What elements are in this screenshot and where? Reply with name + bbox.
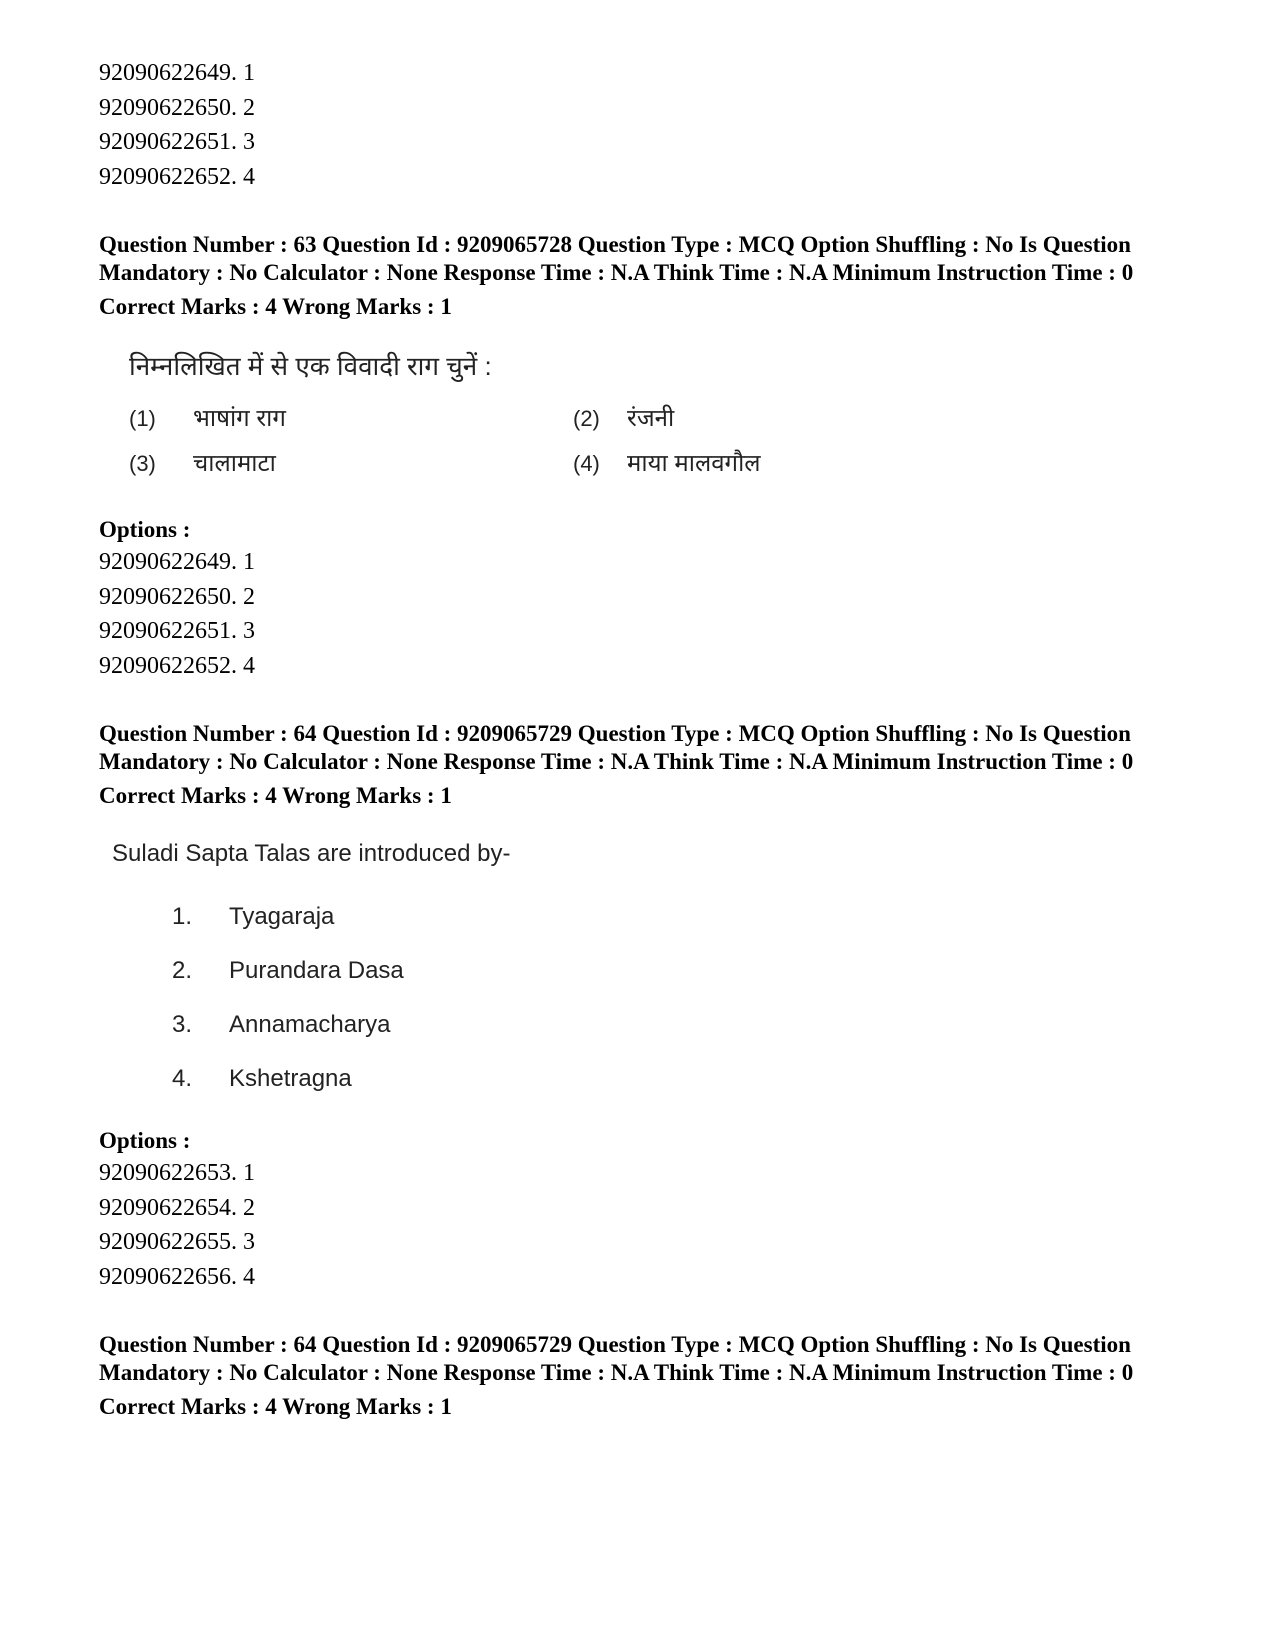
question-stem: Suladi Sapta Talas are introduced by- [112,840,511,867]
choice-number: 2. [172,957,193,984]
previous-question-options [99,56,1179,194]
option-line: 92090622651. 3 [99,129,255,155]
option-line: 92090622656. 4 [99,1263,255,1290]
choice-text: रंजनी [627,405,675,432]
option-line: 92090622655. 3 [99,1229,255,1255]
option-line: 92090622654. 2 [99,1194,255,1221]
choice-list [172,890,1179,1106]
choice-grid [129,401,1179,479]
question-meta: Question Number : 64 Question Id : 9209065729 Question Type : MCQ Option Shuffling : No Is Question Mandatory : No Calculator : None Response Time : N.A Think Time : N.A Minimum Instruction Time : 0 [99,721,1134,774]
choice-text: Kshetragna [229,1065,352,1092]
question-marks: Correct Marks : 4 Wrong Marks : 1 [99,1394,452,1419]
question-stem: निम्नलिखित में से एक विवादी राग चुनें : [129,351,492,381]
choice-text: भाषांग राग [193,405,286,432]
option-line: 92090622652. 4 [99,652,255,679]
choice-item [172,1052,1179,1106]
question-63 [99,231,1179,683]
question-64-repeat [99,1331,1179,1421]
choice-text: माया मालवगौल [627,450,761,477]
option-line: 92090622649. 1 [99,60,255,86]
option-line: 92090622651. 3 [99,618,255,644]
question-body [99,840,1179,1106]
question-meta: Question Number : 63 Question Id : 9209065728 Question Type : MCQ Option Shuffling : No Is Question Mandatory : No Calculator : None Response Time : N.A Think Time : N.A Minimum Instruction Time : 0 [99,232,1134,285]
choice-number: (2) [573,406,600,431]
choice-item [172,944,1179,998]
choice-text: Purandara Dasa [229,957,404,984]
choice-item [172,998,1179,1052]
question-meta: Question Number : 64 Question Id : 9209065729 Question Type : MCQ Option Shuffling : No Is Question Mandatory : No Calculator : None Response Time : N.A Think Time : N.A Minimum Instruction Time : 0 [99,1332,1134,1385]
choice-text: Tyagaraja [229,903,335,930]
choice-number: 1. [172,903,193,930]
document-page [99,56,1179,1421]
option-line: 92090622650. 2 [99,583,255,610]
question-marks: Correct Marks : 4 Wrong Marks : 1 [99,294,452,319]
option-line: 92090622653. 1 [99,1160,255,1186]
question-64 [99,720,1179,1294]
option-line: 92090622649. 1 [99,549,255,575]
options-label: Options : [99,517,191,542]
choice-item [172,890,1179,944]
choice-number: (4) [573,451,600,476]
choice-number: (3) [129,451,156,476]
choice-text: Annamacharya [229,1011,391,1038]
choice-text: चालामाटा [193,450,276,477]
option-line: 92090622652. 4 [99,163,255,190]
choice-number: 3. [172,1011,193,1038]
choice-number: 4. [172,1065,193,1092]
question-marks: Correct Marks : 4 Wrong Marks : 1 [99,783,452,808]
question-body [99,347,1179,479]
option-line: 92090622650. 2 [99,94,255,121]
choice-number: (1) [129,406,156,431]
options-label: Options : [99,1128,191,1153]
